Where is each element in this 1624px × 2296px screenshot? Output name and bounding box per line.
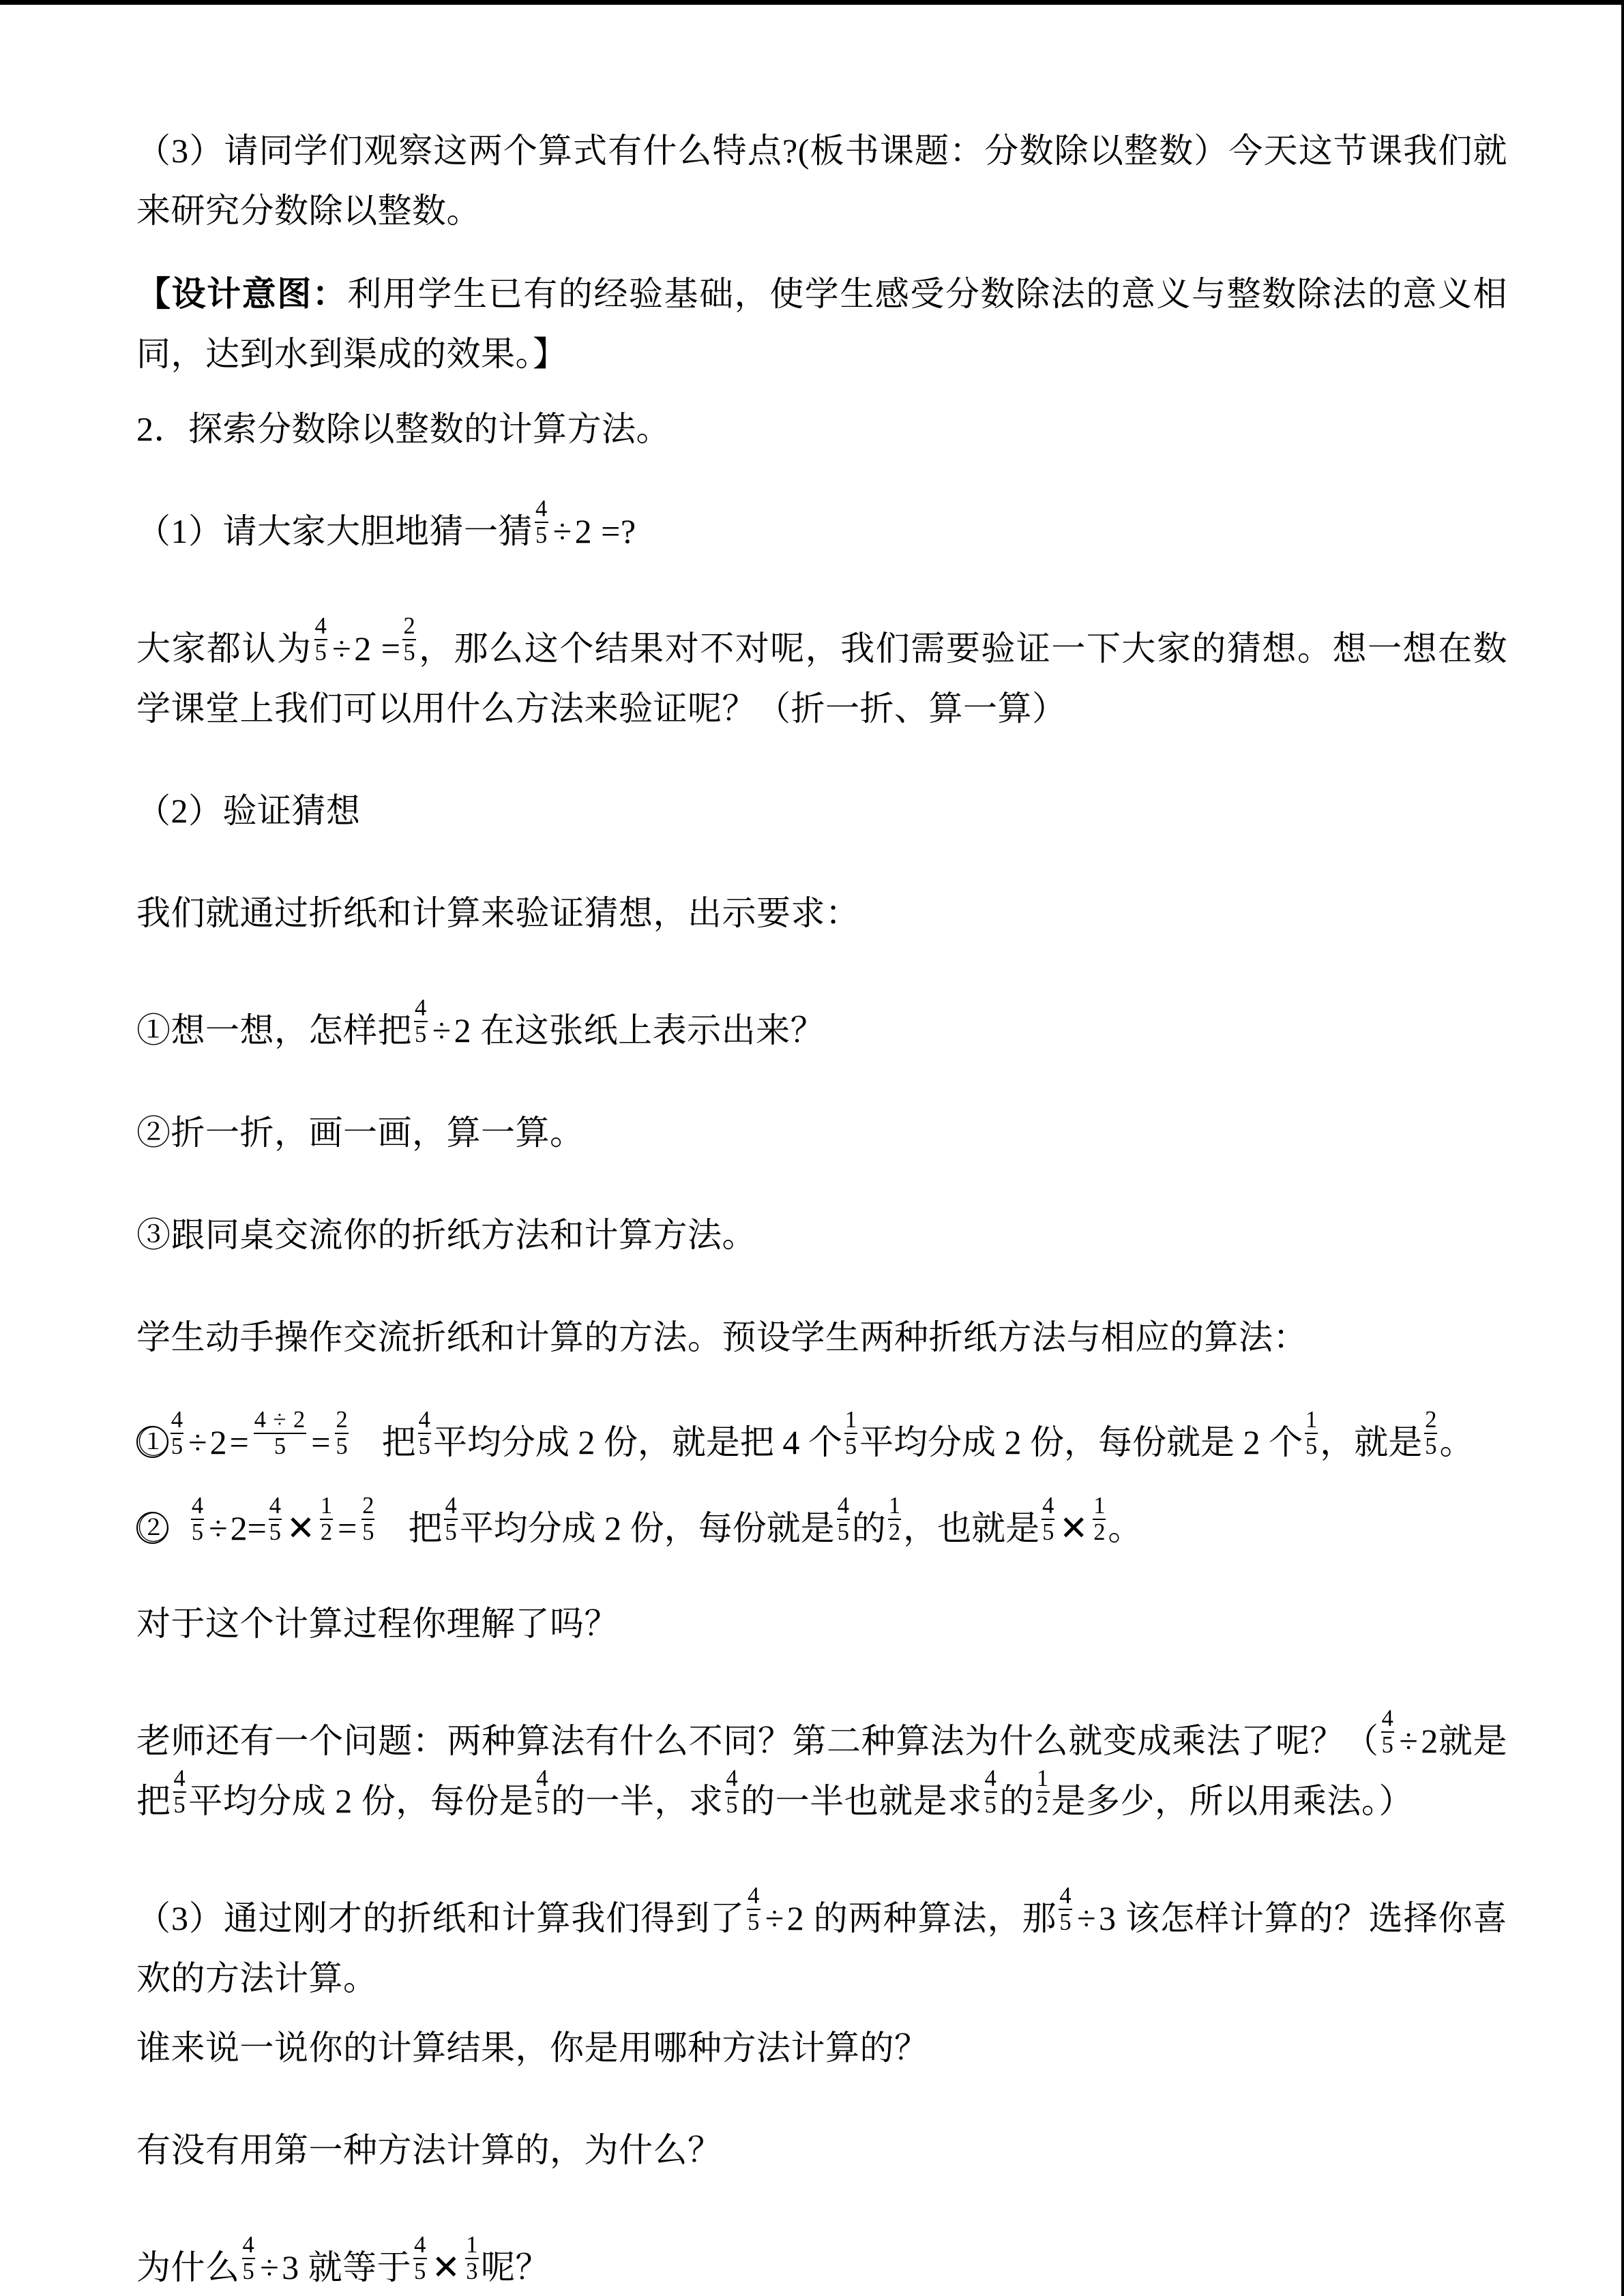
fraction-one-half: [1035, 1767, 1050, 1817]
fraction-denominator: 5: [242, 2258, 255, 2284]
paragraph-text: 我们就通过折纸和计算来验证猜想，出示要求：: [136, 894, 860, 932]
method-1-text-5: 。: [1439, 1423, 1474, 1461]
fraction-denominator: 5: [414, 2258, 426, 2284]
fraction-four-fifths: [268, 1494, 282, 1545]
fraction-four-fifths: [535, 1767, 550, 1817]
method-1-text-2: 平均分成 2 份，就是把 4 个: [432, 1423, 842, 1461]
fraction-numerator: 1: [1093, 1492, 1106, 1519]
teacher-question-text-6: 的: [999, 1782, 1034, 1820]
fraction-denominator: 5: [445, 1519, 457, 1545]
method-2-line: [136, 1492, 1507, 1561]
method-2-text-3: 的: [851, 1509, 886, 1547]
fraction-numerator: 4: [445, 1492, 457, 1519]
fraction-denominator: 5: [837, 1519, 849, 1545]
fraction-denominator: 5: [418, 1433, 430, 1459]
requirement-lead-text: ①想一想，怎样把: [136, 1011, 412, 1049]
fraction-numerator: 4: [314, 612, 327, 639]
verify-tail-text: ，那么这个结果对不对呢，我们需要验证一下大家的猜想。想一想在数学课堂上我们可以用什么方法来验证呢？（折一折、算一算）: [136, 629, 1508, 728]
fraction-two-fifths: [402, 614, 417, 665]
multiply-symbol: ✕: [1059, 1509, 1089, 1547]
fraction-numerator: 4: [414, 2231, 426, 2258]
divide-symbol: ÷: [1077, 1899, 1097, 1937]
fraction-numerator: 1: [844, 1406, 857, 1433]
fraction-numerator: 2: [362, 1492, 374, 1519]
fraction-denominator: 5: [1042, 1519, 1054, 1545]
fraction-numerator: 4: [418, 1406, 430, 1433]
paragraph-observe-expressions: [136, 121, 1507, 241]
method-1-text-4: ，就是: [1320, 1423, 1423, 1461]
paragraph-folding-intro: [136, 883, 1507, 943]
fraction-numerator: 4: [242, 2231, 255, 2258]
fraction-numerator: 4: [191, 1492, 204, 1519]
method-1-text-3: 平均分成 2 份，每份就是 2 个: [859, 1423, 1303, 1461]
equals-symbol: =: [381, 629, 401, 668]
fraction-denominator: 5: [535, 522, 548, 548]
design-intent-text: 利用学生已有的经验基础，使学生感受分数除法的意义与整数除法的意义相同，达到水到渠成的效果。】: [136, 275, 1508, 373]
paragraph-text: 2．探索分数除以整数的计算方法。: [136, 410, 670, 448]
paragraph-text: ③跟同桌交流你的折纸方法和计算方法。: [136, 1216, 756, 1254]
fraction-denominator: 5: [336, 1433, 348, 1459]
fraction-numerator: 2: [336, 1406, 348, 1433]
fraction-numerator: 4: [1059, 1882, 1072, 1909]
fraction-one-half: [1092, 1494, 1106, 1545]
fraction-denominator: 5: [844, 1433, 857, 1459]
paragraph-extend-to-three: [136, 1882, 1508, 2008]
equals-symbol-2: =: [311, 1423, 331, 1461]
fraction-numerator: 4: [171, 1406, 183, 1433]
extend-text-1: （3）通过刚才的折纸和计算我们得到了: [136, 1899, 745, 1937]
fraction-numerator: 4: [173, 1765, 186, 1791]
paragraph-first-method-question: [136, 2120, 1507, 2180]
fraction-denominator: 5: [403, 640, 416, 666]
fraction-numerator: 2: [1425, 1406, 1437, 1433]
why-text-2: 3 就等于: [282, 2248, 412, 2286]
fraction-denominator: 2: [1093, 1519, 1106, 1545]
divide-symbol: ÷: [188, 1423, 207, 1461]
fraction-denominator: 3: [466, 2258, 478, 2284]
multiply-symbol: ✕: [286, 1509, 315, 1547]
paragraph-requirement-1: [136, 994, 1507, 1060]
teacher-question-text-7: 是多少，所以用乘法。）: [1051, 1782, 1414, 1820]
marker-circle-2: ②: [138, 1511, 169, 1547]
paragraph-why-multiply: [136, 2231, 1507, 2296]
fraction-one-third: [464, 2233, 479, 2284]
fraction-denominator: 5: [269, 1519, 281, 1545]
fraction-four-fifths: [413, 2233, 428, 2284]
extend-text-2: 2 的两种算法，那: [786, 1899, 1057, 1937]
paragraph-teacher-question: [136, 1705, 1507, 1831]
fraction-denominator: 5: [173, 1792, 186, 1818]
requirement-tail-text: 2 在这张纸上表示出来？: [454, 1011, 825, 1049]
fraction-denominator: 5: [274, 1433, 286, 1459]
teacher-question-divisor: 2: [1421, 1722, 1438, 1760]
method-2-text-4: ，也就是: [903, 1509, 1040, 1547]
fraction-four-fifths: [417, 1408, 432, 1459]
fraction-numerator: 4: [536, 1765, 548, 1791]
fraction-four-fifths: [984, 1767, 999, 1817]
fraction-numerator: 4 ÷ 2: [254, 1406, 306, 1433]
fraction-four-fifths: [1381, 1707, 1396, 1757]
fraction-four-fifths: [746, 1884, 761, 1935]
fraction-two-fifths: [361, 1494, 375, 1545]
fraction-numerator: 1: [1036, 1765, 1049, 1791]
divide-symbol: ÷: [332, 629, 352, 668]
fraction-four-fifths: [314, 614, 329, 665]
fraction-numerator: 1: [320, 1492, 333, 1519]
marker-circle-1: ①: [138, 1425, 169, 1461]
fraction-denominator: 5: [1425, 1433, 1437, 1459]
fraction-denominator: 5: [536, 1792, 548, 1818]
equals-symbol: =: [338, 1509, 357, 1547]
paragraph-text: 有没有用第一种方法计算的，为什么？: [136, 2131, 722, 2169]
fraction-numerator: 4: [535, 495, 548, 522]
fraction-four-fifths: [443, 1494, 458, 1545]
fraction-four-fifths: [1041, 1494, 1055, 1545]
method-1-line: [136, 1406, 1507, 1475]
paragraph-text: 谁来说一说你的计算结果，你是用哪种方法计算的？: [136, 2029, 929, 2067]
paragraph-text: （2）验证猜想: [136, 792, 361, 830]
fraction-four-fifths: [170, 1408, 184, 1459]
method-2-text-5: 。: [1108, 1509, 1142, 1547]
fraction-denominator: 5: [1059, 1909, 1072, 1935]
divide-symbol: ÷: [765, 1899, 784, 1937]
paragraph-student-methods-intro: [136, 1307, 1507, 1367]
fraction-numerator: 4: [748, 1882, 760, 1909]
fraction-numerator: 1: [466, 2231, 478, 2258]
fraction-numerator: 4: [726, 1765, 739, 1791]
fraction-denominator: 5: [171, 1433, 183, 1459]
paragraph-text: 对于这个计算过程你理解了吗？: [136, 1605, 619, 1643]
divide-symbol: ÷: [552, 512, 572, 550]
fraction-denominator: 5: [748, 1909, 760, 1935]
paragraph-verify-guess: [136, 612, 1508, 739]
paragraph-share-result: [136, 2018, 1507, 2078]
fraction-one-half: [319, 1494, 334, 1545]
guess-tail-text: 2: [574, 512, 593, 550]
method-2-text-2: 平均分成 2 份，每份就是: [459, 1509, 835, 1547]
fraction-four-fifths: [1058, 1884, 1073, 1935]
design-intent-label: 【设计意图：: [136, 275, 348, 313]
fraction-denominator: 5: [1305, 1433, 1318, 1459]
paragraph-text: ②折一折，画一画，算一算。: [136, 1114, 585, 1152]
verify-divisor: 2: [354, 629, 372, 668]
fraction-one-half: [887, 1494, 902, 1545]
divide-symbol: ÷: [1399, 1722, 1419, 1760]
paragraph-text: （3）请同学们观察这两个算式有什么特点?(板书课题：分数除以整数）今天这节课我们就来研究分数除以整数。: [136, 132, 1507, 230]
fraction-numerator: 4: [415, 994, 427, 1021]
fraction-four-fifths: [836, 1494, 851, 1545]
fraction-numerator: 2: [403, 612, 416, 639]
paragraph-understand-check: [136, 1594, 1507, 1654]
method-1-text-1: 把: [381, 1423, 416, 1461]
paragraph-section-2-heading: [136, 399, 1507, 459]
fraction-denominator: 5: [314, 640, 327, 666]
paragraph-requirement-3: [136, 1205, 1507, 1265]
fraction-numerator: 1: [888, 1492, 901, 1519]
equals-symbol-1: =: [229, 1423, 249, 1461]
fraction-denominator: 2: [320, 1519, 333, 1545]
fraction-numerator: 4: [1042, 1492, 1054, 1519]
method-2-text-1: 把: [408, 1509, 443, 1547]
fraction-four-fifths: [190, 1494, 205, 1545]
divide-symbol: ÷: [260, 2248, 280, 2286]
why-text-1: 为什么: [136, 2248, 240, 2286]
teacher-question-text-4: 的一半，求: [550, 1782, 724, 1820]
fraction-one-fifth: [1304, 1408, 1318, 1459]
document-body: [136, 121, 1507, 2296]
divide-symbol: ÷: [209, 1509, 228, 1547]
fraction-one-fifth: [844, 1408, 858, 1459]
paragraph-text: 学生动手操作交流折纸和计算的方法。预设学生两种折纸方法与相应的算法：: [136, 1318, 1308, 1356]
fraction-two-fifths: [334, 1408, 349, 1459]
fraction-numerator: 4: [837, 1492, 849, 1519]
fraction-four-divided-two-over-five: [253, 1408, 307, 1459]
fraction-denominator: 5: [362, 1519, 374, 1545]
fraction-numerator: 4: [1381, 1705, 1394, 1731]
fraction-denominator: 5: [1381, 1732, 1394, 1758]
fraction-denominator: 5: [726, 1792, 739, 1818]
guess-lead-text: （1）请大家大胆地猜一猜: [136, 512, 533, 550]
fraction-denominator: 5: [415, 1022, 427, 1047]
fraction-four-fifths: [724, 1767, 739, 1817]
paragraph-requirement-2: [136, 1103, 1507, 1163]
fraction-numerator: 4: [269, 1492, 281, 1519]
fraction-denominator: 2: [888, 1519, 901, 1545]
fraction-four-fifths: [173, 1767, 188, 1817]
fraction-four-fifths: [241, 2233, 256, 2284]
divide-symbol: ÷: [432, 1011, 452, 1049]
multiply-symbol: ✕: [431, 2248, 461, 2286]
teacher-question-text-3: 平均分成 2 份，每份是: [188, 1782, 534, 1820]
guess-equals-question: =?: [601, 512, 636, 550]
teacher-question-text-5: 的一半也就是求: [741, 1782, 982, 1820]
extend-text-3: 3 该怎样计算的？选择你喜欢的方法计算。: [136, 1899, 1508, 1997]
why-text-3: 呢？: [480, 2248, 550, 2286]
teacher-question-text-1: 老师还有一个问题：两种算法有什么不同？第二种算法为什么就变成乘法了呢？（: [136, 1722, 1379, 1760]
fraction-numerator: 1: [1305, 1406, 1318, 1433]
method-2-divisor-equals: 2=: [230, 1509, 267, 1547]
verify-lead-text: 大家都认为: [136, 629, 312, 668]
method-1-divisor: 2: [209, 1423, 227, 1461]
fraction-denominator: 5: [191, 1519, 204, 1545]
paragraph-guess-prompt: [136, 495, 1507, 561]
paragraph-verify-heading: [136, 781, 1507, 841]
teacher-question-text-2: 就是把: [136, 1722, 1507, 1820]
fraction-numerator: 4: [984, 1765, 997, 1791]
paragraph-design-intent: [136, 264, 1507, 384]
fraction-four-fifths: [413, 996, 428, 1047]
fraction-four-fifths: [534, 497, 549, 548]
fraction-two-fifths: [1423, 1408, 1438, 1459]
fraction-denominator: 2: [1036, 1792, 1049, 1818]
fraction-denominator: 5: [984, 1792, 997, 1818]
